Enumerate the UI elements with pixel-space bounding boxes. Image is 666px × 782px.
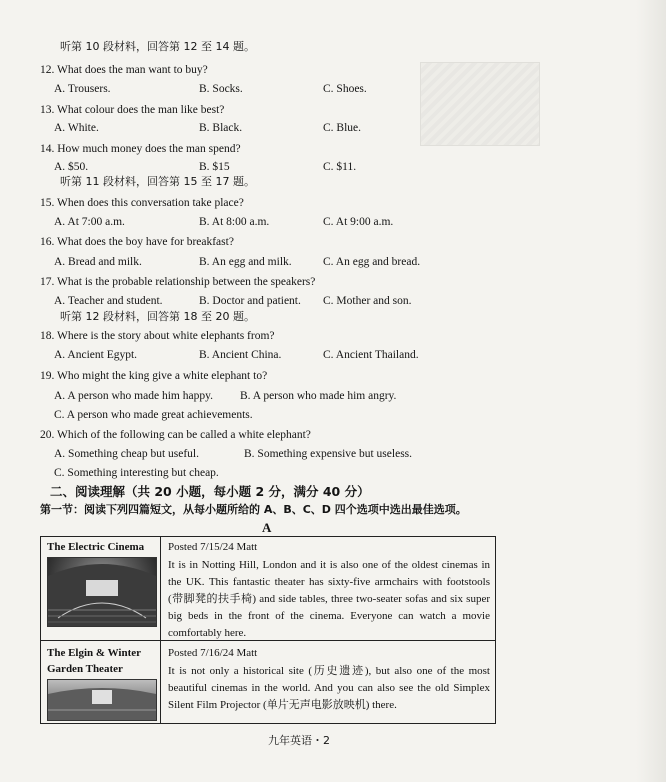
cinema2-description: It is not only a historical site (历史遗迹), but also one of the most beautiful cinemas in the world. And you can also see the old Simplex Silent Film Projector (单片无声电影放映机) there. [168, 665, 490, 711]
q15-option-b: B. At 8:00 a.m. [199, 216, 270, 228]
q20-option-c: C. Something interesting but cheap. [54, 467, 219, 479]
q13-option-a: A. White. [54, 122, 99, 134]
q17-option-b: B. Doctor and patient. [199, 295, 301, 307]
question-19: 19. Who might the king give a white elephant to? [40, 370, 268, 382]
q19-option-b: B. A person who made him angry. [240, 390, 397, 402]
q17-option-c: C. Mother and son. [323, 295, 412, 307]
question-12: 12. What does the man want to buy? [40, 64, 208, 76]
instruction-listen12: 听第 12 段材料，回答第 18 至 20 题。 [60, 310, 255, 323]
cinema2-title-line2: Garden Theater [47, 663, 123, 675]
cinema1-posted: Posted 7/15/24 Matt [168, 541, 258, 553]
bleed-through-edge [636, 0, 666, 782]
q15-option-c: C. At 9:00 a.m. [323, 216, 394, 228]
cinema1-description: It is in Notting Hill, London and it is also one of the oldest cinemas in the UK. This fantastic theater has sixty-five armchairs with footstools (带脚凳的扶手椅) and side tables, three two-seater sofas and six super big beds in the front of the cinema. Everyone can watch a movie comfortably here. [168, 559, 490, 639]
cinema1-title: The Electric Cinema [47, 541, 145, 553]
question-18: 18. Where is the story about white elephants from? [40, 330, 275, 342]
cinema2-photo [47, 679, 157, 721]
q12-option-a: A. Trousers. [54, 83, 111, 95]
q16-option-b: B. An egg and milk. [199, 256, 292, 268]
question-15: 15. When does this conversation take place? [40, 197, 244, 209]
q16-option-a: A. Bread and milk. [54, 256, 142, 268]
part2-instruction: 第一节：阅读下列四篇短文，从每小题所给的 A、B、C、D 四个选项中选出最佳选项。 [40, 503, 467, 516]
q18-option-b: B. Ancient China. [199, 349, 282, 361]
q20-option-b: B. Something expensive but useless. [244, 448, 413, 460]
q13-option-b: B. Black. [199, 122, 243, 134]
page-footer: 九年英语・2 [268, 734, 330, 747]
q12-option-c: C. Shoes. [323, 83, 367, 95]
question-16: 16. What does the boy have for breakfast? [40, 236, 234, 248]
q12-option-b: B. Socks. [199, 83, 243, 95]
question-20: 20. Which of the following can be called a white elephant? [40, 429, 311, 441]
q14-option-b: B. $15 [199, 161, 230, 173]
question-14: 14. How much money does the man spend? [40, 143, 241, 155]
q19-option-a: A. A person who made him happy. [54, 390, 213, 402]
q18-option-c: C. Ancient Thailand. [323, 349, 419, 361]
question-17: 17. What is the probable relationship between the speakers? [40, 276, 316, 288]
part2-heading: 二、阅读理解（共 20 小题，每小题 2 分，满分 40 分） [50, 484, 370, 499]
q16-option-c: C. An egg and bread. [323, 256, 421, 268]
table-divider-vertical [160, 537, 161, 723]
q13-option-c: C. Blue. [323, 122, 362, 134]
cinema2-posted: Posted 7/16/24 Matt [168, 647, 258, 659]
instruction-listen11: 听第 11 段材料，回答第 15 至 17 题。 [60, 175, 255, 188]
q19-option-c: C. A person who made great achievements. [54, 409, 253, 421]
q14-option-c: C. $11. [323, 161, 357, 173]
question-13: 13. What colour does the man like best? [40, 104, 225, 116]
q14-option-a: A. $50. [54, 161, 89, 173]
cinema-table [40, 536, 496, 724]
q20-option-a: A. Something cheap but useful. [54, 448, 200, 460]
q15-option-a: A. At 7:00 a.m. [54, 216, 125, 228]
q17-option-a: A. Teacher and student. [54, 295, 163, 307]
q18-option-a: A. Ancient Egypt. [54, 349, 138, 361]
instruction-listen10: 听第 10 段材料，回答第 12 至 14 题。 [60, 40, 255, 53]
cinema2-title-line1: The Elgin & Winter [47, 647, 142, 659]
passage-label: A [262, 520, 272, 535]
cinema1-photo [47, 557, 157, 627]
bleed-through-image [420, 62, 540, 146]
